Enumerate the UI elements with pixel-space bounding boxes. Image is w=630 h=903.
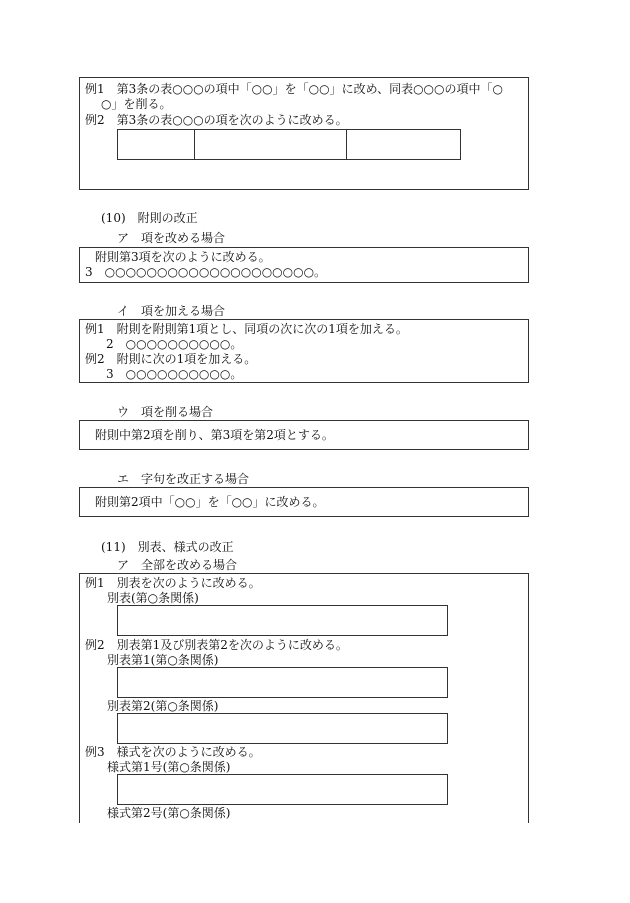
section11-ex3: 例3 様式を次のように改める。 — [85, 745, 261, 759]
section10-i-line2: 2 ○○○○○○○○○○。 — [106, 337, 243, 351]
attached-table1-placeholder — [117, 667, 448, 698]
table-cell-divider — [346, 130, 347, 159]
form1-placeholder — [117, 774, 448, 805]
example1-text: 例1 第3条の表○○○の項中「○○」を「○○」に改め、同表○○○の項中「○ — [85, 82, 503, 96]
section11-ex3-label2: 様式第2号(第○条関係) — [107, 806, 231, 820]
section11-ex3-label1: 様式第1号(第○条関係) — [107, 760, 231, 774]
section10-i-line4: 3 ○○○○○○○○○○。 — [106, 367, 243, 381]
table-row-placeholder — [117, 129, 461, 160]
section11-a-heading: ア 全部を改める場合 — [117, 558, 238, 572]
section11-ex2-label2: 別表第2(第○条関係) — [107, 699, 219, 713]
section11-ex1: 例1 別表を次のように改める。 — [85, 576, 261, 590]
example2-text: 例2 第3条の表○○○の項を次のように改める。 — [85, 113, 348, 127]
attached-table-placeholder — [117, 605, 448, 636]
section10-i-heading: イ 項を加える場合 — [117, 304, 226, 318]
section11-ex2-label1: 別表第1(第○条関係) — [107, 653, 219, 667]
section10-e-line1: 附則第2項中「○○」を「○○」に改める。 — [95, 495, 325, 509]
example1-text-cont: ○」を削る。 — [101, 97, 172, 111]
section10-e-heading: エ 字句を改正する場合 — [117, 472, 250, 486]
section10-a-line1: 附則第3項を次のように改める。 — [95, 250, 271, 264]
section10-i-line1: 例1 附則を附則第1項とし、同項の次に次の1項を加える。 — [85, 322, 408, 336]
section10-a-heading: ア 項を改める場合 — [117, 231, 226, 245]
section10-u-line1: 附則中第2項を削り、第3項を第2項とする。 — [95, 428, 334, 442]
section10-a-line2: 3 ○○○○○○○○○○○○○○○○○○○○。 — [85, 265, 327, 279]
section10-heading: (10) 附則の改正 — [101, 211, 198, 225]
section10-u-heading: ウ 項を削る場合 — [117, 405, 214, 419]
section11-ex1-label: 別表(第○条関係) — [107, 591, 199, 605]
table-cell-divider — [194, 130, 195, 159]
section10-i-line3: 例2 附則に次の1項を加える。 — [85, 352, 257, 366]
section11-heading: (11) 別表、様式の改正 — [101, 540, 234, 554]
attached-table2-placeholder — [117, 713, 448, 744]
section11-ex2: 例2 別表第1及び別表第2を次のように改める。 — [85, 638, 348, 652]
